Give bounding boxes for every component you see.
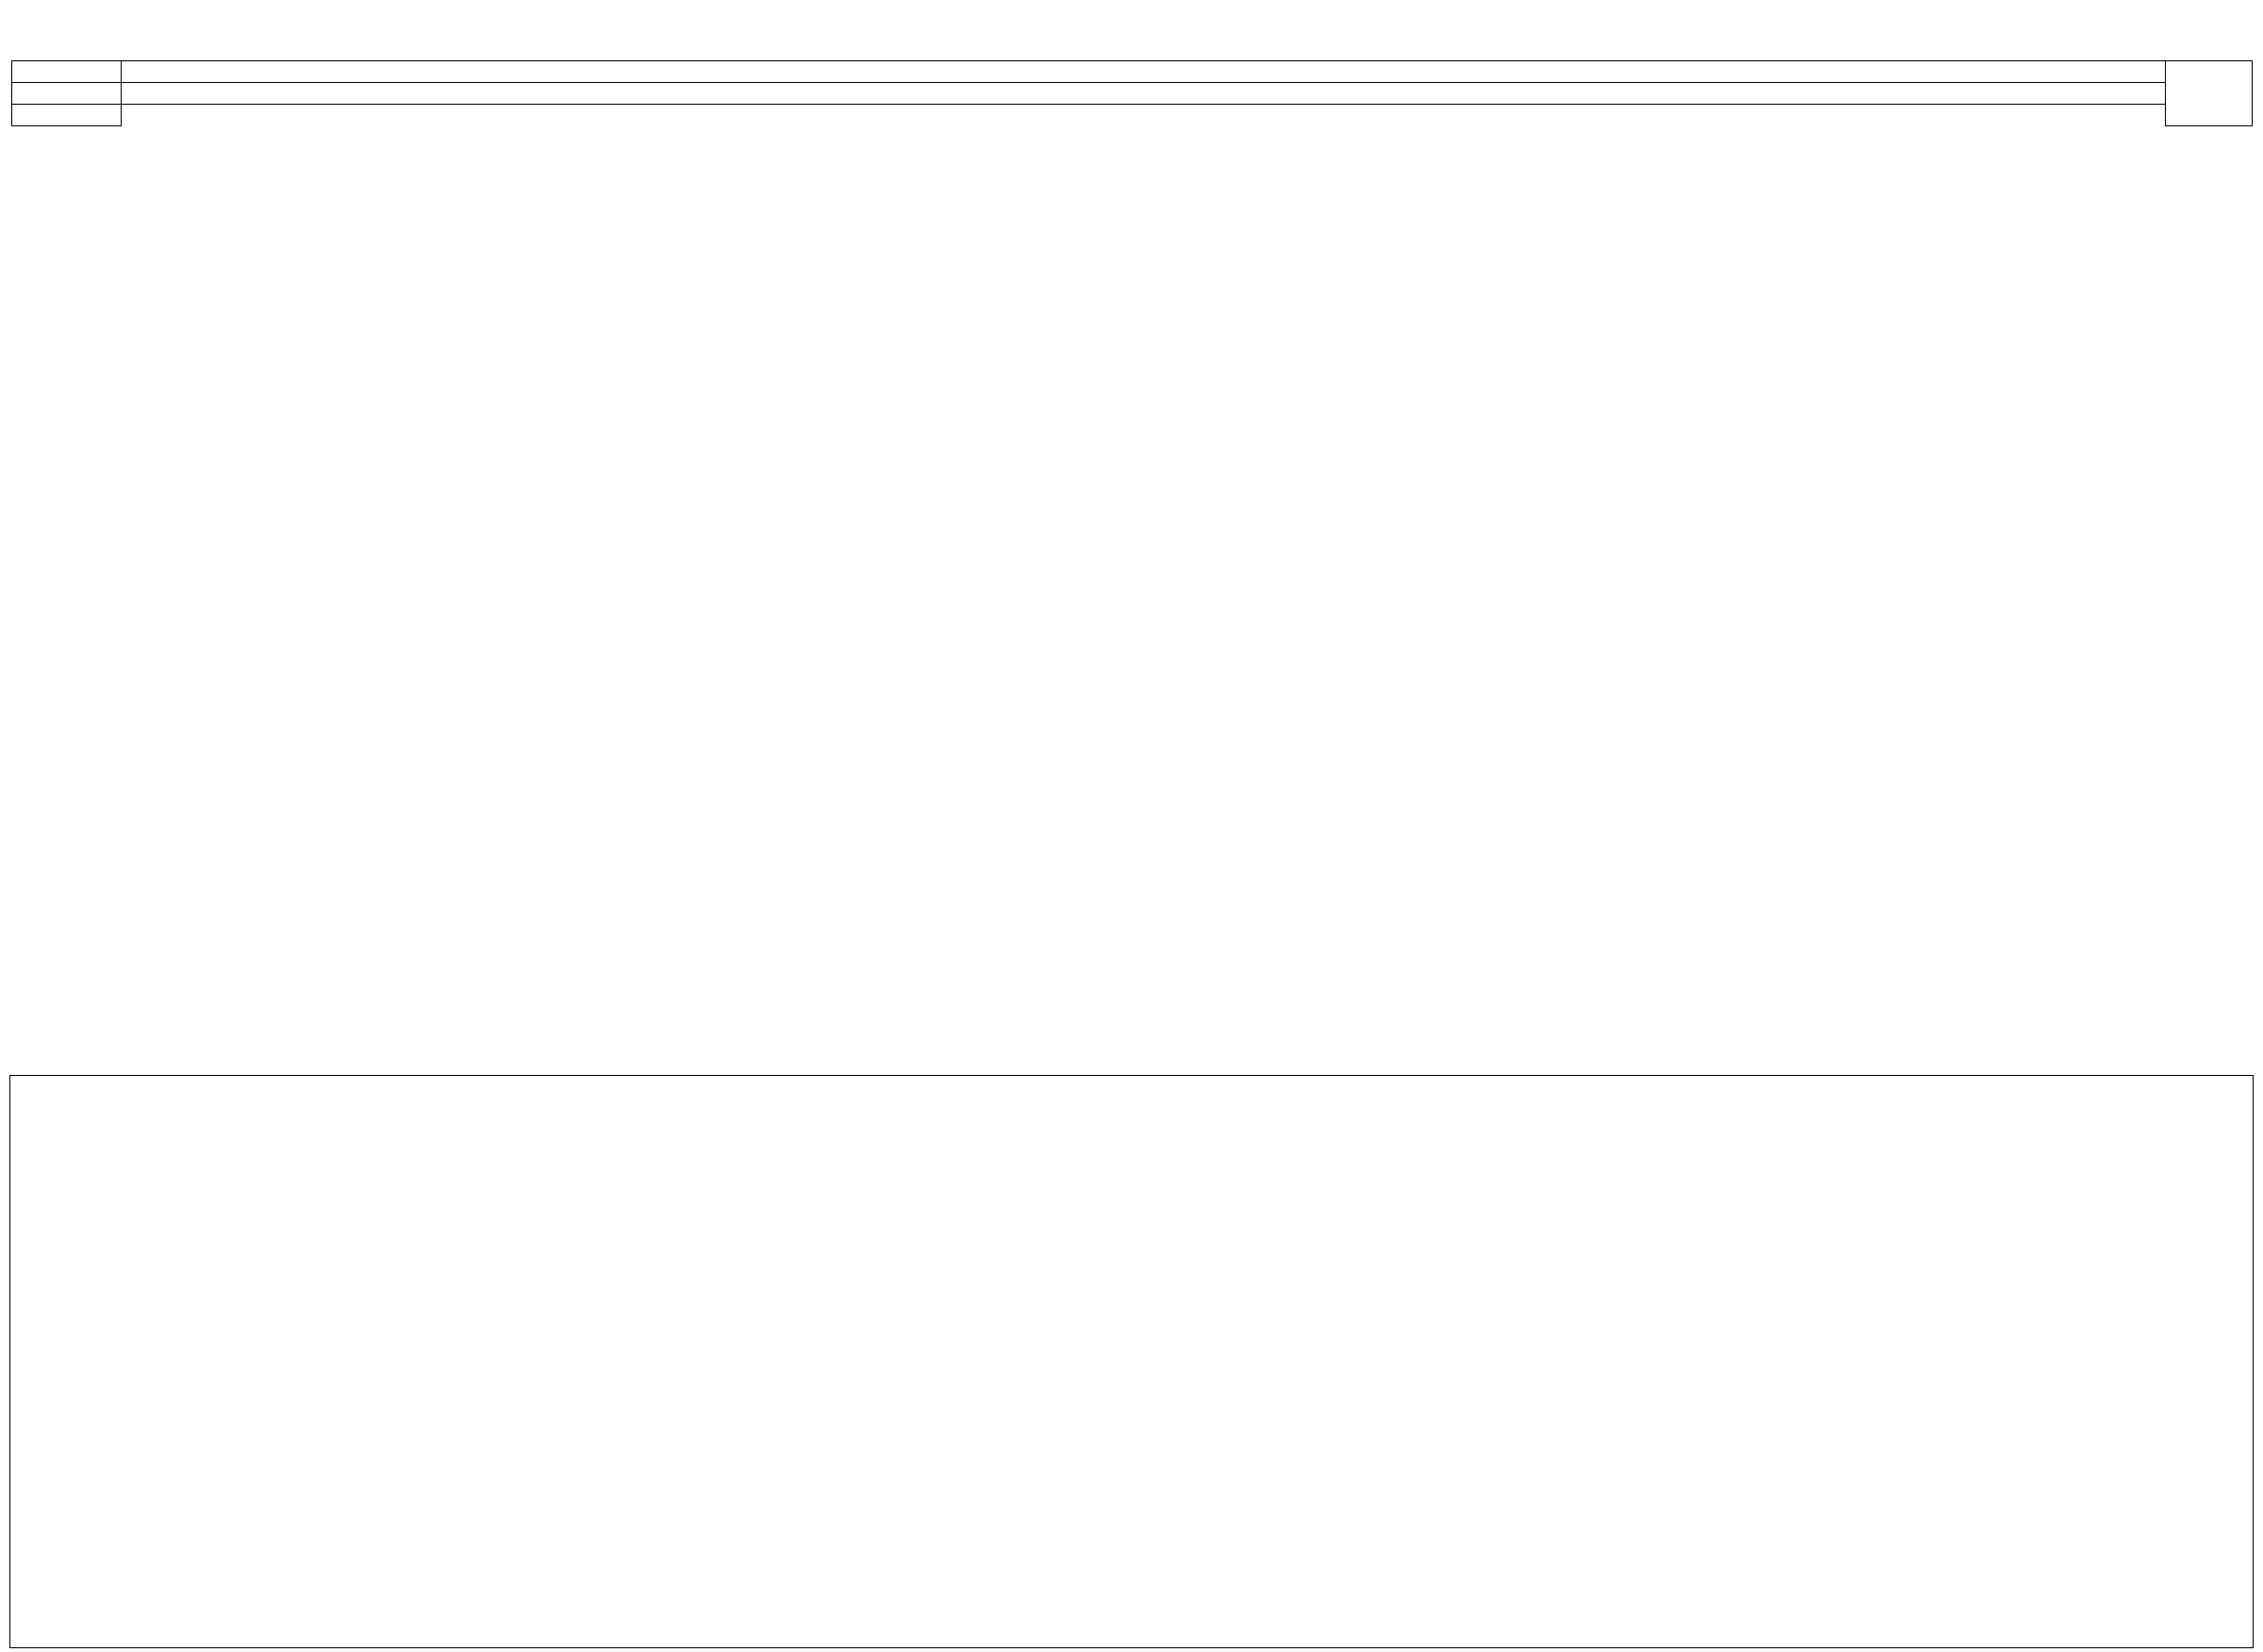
notes-frame — [9, 1075, 2254, 1648]
race-type-label — [12, 83, 122, 105]
blood-label — [12, 61, 122, 83]
blood-value — [122, 61, 2166, 83]
race-program-table — [11, 60, 2253, 126]
class-label — [12, 105, 122, 126]
total-header — [2166, 61, 2253, 126]
race-type-value — [122, 83, 2166, 105]
